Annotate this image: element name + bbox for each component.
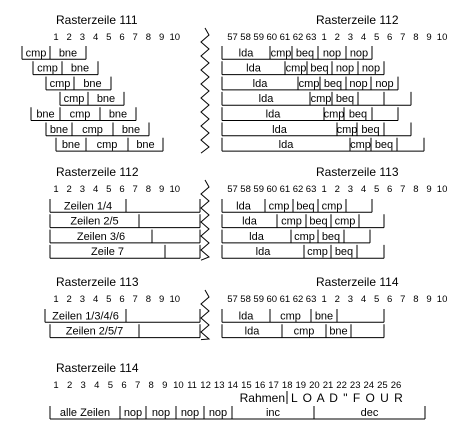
- cycle-number: 1: [321, 184, 327, 195]
- cycle-number: 2: [334, 294, 340, 305]
- cycle-number: 14: [227, 380, 239, 391]
- left-row-cell: cmp: [69, 108, 91, 121]
- cycle-number: 1: [53, 380, 59, 391]
- left-row-cell: cmp: [49, 77, 71, 90]
- cycle-number: 24: [363, 380, 375, 391]
- left-row-cell: bne: [96, 93, 116, 106]
- cycle-number: 11: [187, 380, 197, 391]
- cycle-number: 60: [266, 184, 278, 195]
- right-row-cell: cmp: [285, 62, 307, 75]
- left-row-cell: cmp: [25, 47, 47, 60]
- right-row-cell: nop: [349, 77, 368, 90]
- cycle-number: 1: [53, 32, 59, 43]
- cycle-number: 5: [106, 294, 112, 305]
- cycle-number: 6: [387, 184, 393, 195]
- right-row-cell: cmp: [294, 230, 315, 243]
- cycle-number: 10: [436, 184, 448, 195]
- cycle-number: 2: [334, 184, 340, 195]
- cycle-number: 7: [132, 294, 138, 305]
- section-title-left: Rasterzeile 113: [56, 275, 139, 289]
- cycle-number: 4: [360, 32, 367, 43]
- left-row-cell: cmp: [82, 123, 103, 136]
- cycle-number: 10: [173, 380, 184, 391]
- right-row-cell: cmp: [336, 123, 358, 136]
- cycle-number: 57: [227, 184, 238, 195]
- cycle-number: 13: [213, 380, 225, 391]
- left-row-cell: cmp: [63, 93, 85, 106]
- right-row-cell: beq: [295, 47, 315, 60]
- cycle-number: 63: [305, 184, 317, 195]
- right-row-cell: beq: [335, 93, 355, 106]
- final-row-cell: alle Zeilen: [59, 407, 111, 419]
- right-row-cell: beq: [296, 200, 315, 213]
- cycle-number: 18: [281, 380, 293, 391]
- section-title-right: Rasterzeile 113: [316, 165, 399, 179]
- cycle-number: 4: [92, 32, 99, 43]
- cycle-number: 57: [227, 32, 238, 43]
- right-row-cell: cmp: [270, 47, 292, 60]
- cycle-number: 7: [134, 380, 141, 391]
- cycle-number: 6: [121, 380, 127, 391]
- cycle-number: 62: [292, 184, 304, 195]
- right-row-cell: beq: [348, 108, 368, 121]
- right-row-cell: cmp: [298, 77, 320, 90]
- right-row-cell: lda: [255, 246, 271, 259]
- right-row-cell: beq: [361, 123, 380, 136]
- right-row-cell: cmp: [321, 200, 343, 213]
- right-row-cell: lda: [244, 325, 260, 338]
- right-row-cell: nop: [335, 62, 355, 75]
- section-break: [201, 290, 209, 340]
- cycle-number: 7: [400, 184, 406, 195]
- right-row-cell: lda: [272, 123, 287, 136]
- cycle-number: 7: [400, 32, 406, 43]
- cycle-number: 2: [66, 380, 73, 391]
- left-row-cell: bne: [108, 108, 128, 121]
- right-row-cell: beq: [310, 62, 329, 75]
- cycle-number: 8: [413, 184, 419, 195]
- right-row-cell: cmp: [307, 246, 328, 259]
- left-row-cell: Zeilen 2/5/7: [65, 325, 124, 338]
- cycle-number: 58: [240, 294, 251, 305]
- section-break: [201, 28, 209, 153]
- cycle-number: 10: [169, 184, 181, 195]
- left-row-cell: Zeilen 1/3/4/6: [52, 310, 119, 323]
- cycle-number: 4: [92, 184, 99, 195]
- left-row-cell: bne: [36, 108, 55, 121]
- cycle-number: 6: [119, 294, 125, 305]
- cycle-number: 16: [254, 380, 266, 391]
- cycle-number: 1: [321, 32, 327, 43]
- cycle-number: 5: [373, 184, 380, 195]
- cycle-number: 6: [119, 32, 125, 43]
- left-row-cell: bne: [58, 47, 78, 60]
- right-row-cell: bne: [329, 325, 348, 338]
- left-row-cell: bne: [70, 62, 90, 75]
- right-row-cell: cmp: [293, 325, 315, 338]
- cycle-number: 7: [132, 32, 138, 43]
- left-row-cell: cmp: [96, 139, 118, 152]
- cycle-number: 8: [145, 32, 152, 43]
- right-row-cell: cmp: [323, 108, 345, 121]
- cycle-number: 58: [240, 32, 251, 43]
- final-row-cell: nop: [208, 407, 228, 419]
- cycle-number: 60: [266, 294, 278, 305]
- cycle-number: 6: [387, 32, 393, 43]
- cycle-number: 4: [94, 380, 100, 391]
- cycle-number: 3: [79, 294, 86, 305]
- right-row-cell: bne: [314, 310, 334, 323]
- final-row-cell: nop: [151, 407, 171, 419]
- left-row-cell: bne: [136, 139, 155, 152]
- section-title-right: Rasterzeile 114: [316, 275, 399, 289]
- cycle-number: 3: [80, 380, 86, 391]
- cycle-number: 61: [279, 32, 291, 43]
- cycle-number: 3: [347, 32, 354, 43]
- cycle-number: 60: [266, 32, 278, 43]
- cycle-number: 5: [107, 380, 114, 391]
- right-row-cell: cmp: [310, 93, 332, 106]
- cycle-number: 3: [347, 294, 354, 305]
- cycle-number: 58: [240, 184, 251, 195]
- right-row-cell: lda: [238, 310, 254, 323]
- right-row-cell: cmp: [281, 215, 302, 228]
- right-row-cell: beq: [374, 139, 394, 152]
- cycle-number: 59: [253, 32, 264, 43]
- cycle-number: 4: [360, 184, 367, 195]
- cycle-number: 25: [377, 380, 388, 391]
- cycle-number: 8: [145, 184, 152, 195]
- final-title: Rasterzeile 114: [56, 361, 139, 375]
- cycle-number: 7: [132, 184, 138, 195]
- cycle-number: 8: [413, 32, 419, 43]
- final-row-cell: inc: [265, 407, 281, 419]
- cycle-number: 5: [373, 294, 380, 305]
- right-row-cell: beq: [323, 77, 343, 90]
- right-row-cell: lda: [236, 200, 251, 213]
- right-row-cell: beq: [321, 230, 341, 243]
- cycle-number: 61: [279, 294, 291, 305]
- cycle-number: 3: [347, 184, 354, 195]
- final-row-cell: dec: [360, 407, 379, 419]
- cycle-number: 9: [158, 294, 165, 305]
- section-title-right: Rasterzeile 112: [316, 13, 399, 27]
- cycle-number: 4: [360, 294, 367, 305]
- right-row-cell: beq: [334, 246, 354, 259]
- right-row-cell: nop: [361, 62, 381, 75]
- final-row-cell: nop: [123, 407, 143, 419]
- cycle-number: 3: [79, 184, 86, 195]
- cycle-number: 10: [169, 32, 181, 43]
- rahmen-text: L O A D " F O U R: [291, 391, 404, 405]
- right-row-cell: cmp: [334, 215, 356, 228]
- cycle-number: 3: [79, 32, 86, 43]
- left-row-cell: bne: [61, 139, 81, 152]
- left-row-cell: Zeile 7: [90, 246, 125, 259]
- cycle-number: 62: [292, 32, 304, 43]
- cycle-number: 59: [253, 184, 264, 195]
- right-row-cell: nop: [375, 77, 394, 90]
- right-row-cell: cmp: [280, 310, 301, 323]
- cycle-number: 8: [148, 380, 154, 391]
- cycle-number: 1: [53, 294, 59, 305]
- cycle-number: 6: [387, 294, 393, 305]
- right-row-cell: lda: [265, 108, 281, 121]
- cycle-number: 1: [321, 294, 327, 305]
- cycle-number: 4: [92, 294, 99, 305]
- cycle-number: 17: [268, 380, 279, 391]
- left-row-cell: cmp: [37, 62, 58, 75]
- cycle-number: 22: [336, 380, 347, 391]
- cycle-number: 15: [241, 380, 252, 391]
- final-row-cell: nop: [180, 407, 200, 419]
- cycle-number: 6: [119, 184, 125, 195]
- cycle-number: 9: [426, 184, 432, 195]
- cycle-number: 1: [53, 184, 59, 195]
- left-row-cell: Zeilen 3/6: [76, 230, 126, 243]
- right-row-cell: beq: [309, 215, 328, 228]
- cycle-number: 8: [145, 294, 152, 305]
- cycle-number: 61: [279, 184, 291, 195]
- section-title-left: Rasterzeile 112: [56, 165, 139, 179]
- cycle-number: 9: [426, 32, 432, 43]
- right-row-cell: nop: [349, 47, 369, 60]
- right-row-cell: lda: [249, 230, 264, 243]
- cycle-number: 20: [309, 380, 320, 391]
- left-row-cell: Zeilen 1/4: [63, 200, 113, 213]
- right-row-cell: lda: [258, 93, 274, 106]
- cycle-number: 5: [106, 32, 112, 43]
- right-row-cell: nop: [322, 47, 342, 60]
- right-row-cell: lda: [242, 215, 257, 228]
- right-row-cell: cmp: [268, 200, 290, 213]
- left-row-cell: bne: [83, 77, 102, 90]
- rahmen-label: Rahmen: [239, 391, 285, 405]
- cycle-number: 9: [426, 294, 432, 305]
- left-row-cell: Zeilen 2/5: [70, 215, 119, 228]
- cycle-number: 7: [400, 294, 406, 305]
- right-row-cell: lda: [278, 139, 294, 152]
- cycle-number: 10: [436, 32, 448, 43]
- cycle-number: 2: [66, 184, 72, 195]
- cycle-number: 2: [66, 294, 72, 305]
- cycle-number: 19: [295, 380, 307, 391]
- cycle-number: 21: [322, 380, 334, 391]
- cycle-number: 5: [373, 32, 380, 43]
- cycle-number: 26: [390, 380, 402, 391]
- cycle-number: 63: [305, 294, 317, 305]
- right-row-cell: lda: [252, 77, 268, 90]
- cycle-number: 8: [413, 294, 419, 305]
- section-title-left: Rasterzeile 111: [56, 13, 138, 27]
- right-row-cell: lda: [238, 47, 254, 60]
- cycle-number: 2: [334, 32, 340, 43]
- section-break: [201, 180, 209, 260]
- cycle-number: 62: [292, 294, 304, 305]
- left-row-cell: bne: [121, 123, 141, 136]
- right-row-cell: cmp: [350, 139, 371, 152]
- cycle-number: 9: [162, 380, 168, 391]
- cycle-number: 2: [66, 32, 72, 43]
- cycle-number: 59: [253, 294, 264, 305]
- cycle-number: 5: [106, 184, 112, 195]
- cycle-number: 9: [158, 184, 165, 195]
- cycle-number: 63: [305, 32, 317, 43]
- left-row-cell: bne: [49, 123, 69, 136]
- cycle-number: 12: [200, 380, 211, 391]
- cycle-number: 23: [349, 380, 361, 391]
- right-row-cell: lda: [246, 62, 261, 75]
- cycle-number: 57: [227, 294, 238, 305]
- cycle-number: 9: [158, 32, 165, 43]
- cycle-number: 10: [169, 294, 181, 305]
- cycle-number: 10: [436, 294, 448, 305]
